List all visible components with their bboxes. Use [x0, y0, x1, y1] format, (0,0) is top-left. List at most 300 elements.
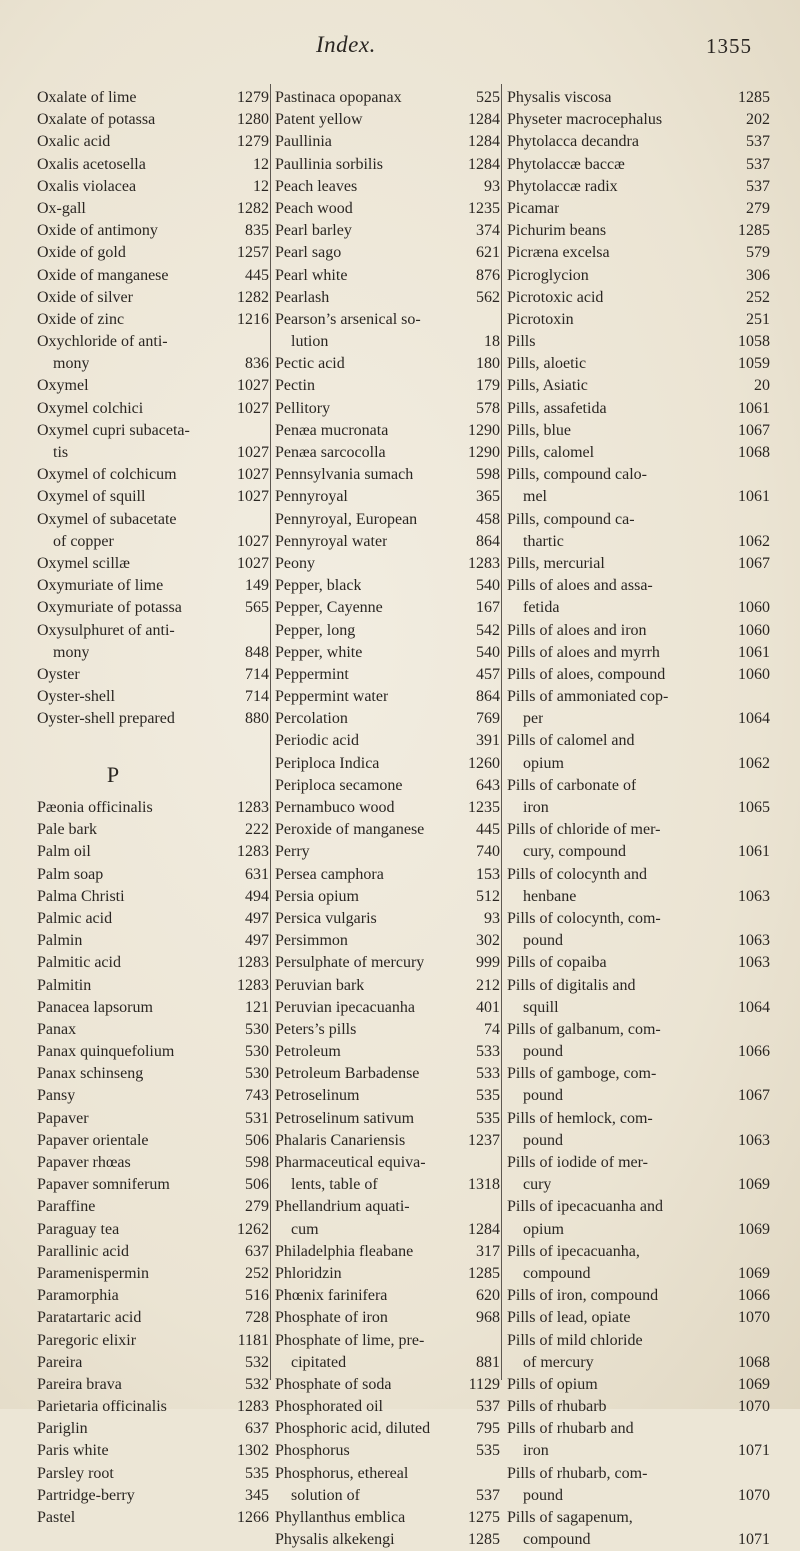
entry-page-ref: 530 — [245, 1020, 269, 1038]
entry-page-ref: 1067 — [738, 1087, 770, 1105]
index-entry — [275, 309, 500, 331]
entry-page-ref: 864 — [476, 532, 500, 550]
index-entry — [275, 597, 500, 619]
index-entry — [37, 198, 269, 220]
entry-term: Pills of opium — [507, 1375, 598, 1393]
entry-page-ref: 537 — [746, 133, 770, 151]
index-entry — [507, 686, 770, 708]
entry-term: solution of — [291, 1486, 360, 1504]
entry-term: Palmitin — [37, 976, 92, 994]
index-entry — [507, 841, 770, 863]
entry-term: Papaver rhœas — [37, 1154, 131, 1172]
entry-page-ref: 506 — [245, 1176, 269, 1194]
index-entry — [275, 1174, 500, 1196]
entry-page-ref: 1069 — [738, 1264, 770, 1282]
index-entry — [37, 1418, 269, 1440]
entry-page-ref: 1027 — [237, 532, 269, 550]
entry-page-ref: 306 — [746, 266, 770, 284]
index-entry — [275, 375, 500, 397]
entry-page-ref: 880 — [245, 710, 269, 728]
index-entry — [507, 1219, 770, 1241]
entry-page-ref: 579 — [746, 244, 770, 262]
entry-term: Pansy — [37, 1087, 76, 1105]
entry-term: Pectin — [275, 377, 315, 395]
entry-page-ref: 565 — [245, 599, 269, 617]
entry-term: Pills of aloes and assa- — [507, 577, 653, 595]
index-entry — [37, 509, 269, 531]
index-entry — [275, 1263, 500, 1285]
entry-term: Paregoric elixir — [37, 1331, 137, 1349]
entry-page-ref: 1067 — [738, 554, 770, 572]
entry-term: Phosphoric acid, diluted — [275, 1420, 431, 1438]
index-entry — [275, 841, 500, 863]
entry-page-ref: 540 — [476, 577, 500, 595]
entry-page-ref: 714 — [245, 665, 269, 683]
index-entry — [507, 930, 770, 952]
index-entry — [37, 708, 269, 730]
index-entry — [37, 87, 269, 109]
index-entry — [275, 198, 500, 220]
entry-term: Paris white — [37, 1442, 109, 1460]
entry-term: Pills, calomel — [507, 444, 595, 461]
entry-term: mony — [53, 643, 90, 661]
entry-term: Oxymel cupri subaceta- — [37, 421, 190, 439]
entry-page-ref: 1027 — [237, 488, 269, 506]
index-entry — [37, 1440, 269, 1462]
index-entry — [507, 353, 770, 375]
entry-term: Oxalis violacea — [37, 177, 137, 195]
entry-term: Pills of chloride of mer- — [507, 821, 661, 839]
entry-term: Oxymel of colchicum — [37, 466, 177, 484]
index-entry — [507, 1507, 770, 1529]
entry-term: lents, table of — [291, 1176, 378, 1194]
index-entry — [507, 1041, 770, 1063]
entry-term: compound — [523, 1531, 591, 1549]
index-entry — [275, 575, 500, 597]
entry-page-ref: 835 — [245, 222, 269, 240]
entry-page-ref: 317 — [476, 1242, 500, 1260]
entry-page-ref: 1280 — [237, 111, 269, 129]
entry-term: Penæa mucronata — [275, 421, 389, 439]
index-entry — [37, 1485, 269, 1507]
entry-page-ref: 533 — [476, 1065, 500, 1083]
entry-term: Oxide of antimony — [37, 222, 158, 240]
entry-term: of mercury — [523, 1353, 594, 1371]
index-entry — [37, 1174, 269, 1196]
entry-term: Pareira — [37, 1353, 83, 1371]
entry-term: Oxymuriate of lime — [37, 577, 164, 595]
entry-term: pound — [523, 1486, 563, 1504]
entry-page-ref: 1068 — [738, 444, 770, 461]
entry-page-ref: 1284 — [468, 1220, 500, 1238]
entry-term: of copper — [53, 532, 114, 550]
index-entry — [275, 531, 500, 553]
entry-page-ref: 279 — [245, 1198, 269, 1216]
entry-term: Pills of galbanum, com- — [507, 1020, 661, 1038]
entry-page-ref: 497 — [245, 909, 269, 927]
entry-page-ref: 1060 — [738, 665, 770, 683]
entry-term: Partridge-berry — [37, 1486, 135, 1504]
index-entry — [37, 1463, 269, 1485]
index-entry — [37, 575, 269, 597]
entry-page-ref: 1283 — [237, 954, 269, 972]
index-entry — [507, 375, 770, 397]
entry-page-ref: 1069 — [738, 1375, 770, 1393]
entry-page-ref: 74 — [484, 1020, 500, 1038]
index-entry — [37, 1130, 269, 1152]
entry-term: Peach wood — [275, 199, 353, 217]
index-entry — [507, 886, 770, 908]
index-entry — [37, 486, 269, 508]
entry-term: pound — [523, 932, 563, 950]
index-entry — [275, 109, 500, 131]
entry-page-ref: 506 — [245, 1131, 269, 1149]
index-entry — [37, 642, 269, 664]
entry-term: Oxymel of squill — [37, 488, 146, 506]
index-entry — [507, 620, 770, 642]
entry-page-ref: 445 — [245, 266, 269, 284]
entry-page-ref: 180 — [476, 355, 500, 373]
entry-page-ref: 202 — [746, 111, 770, 129]
entry-page-ref: 1066 — [738, 1043, 770, 1061]
index-entry — [507, 331, 770, 353]
entry-term: Peruvian bark — [275, 976, 365, 994]
entry-page-ref: 1279 — [237, 133, 269, 151]
entry-page-ref: 621 — [476, 244, 500, 262]
index-entry — [275, 509, 500, 531]
entry-page-ref: 836 — [245, 355, 269, 373]
entry-term: Pills of rhubarb — [507, 1398, 607, 1416]
index-entry — [37, 287, 269, 309]
entry-page-ref: 881 — [476, 1353, 500, 1371]
entry-term: Oxide of gold — [37, 244, 126, 262]
entry-term: Oyster-shell prepared — [37, 710, 175, 728]
index-entry — [507, 575, 770, 597]
index-entry — [37, 1374, 269, 1396]
entry-page-ref: 1290 — [468, 421, 500, 439]
entry-term: Pale bark — [37, 821, 97, 839]
entry-page-ref: 533 — [476, 1043, 500, 1061]
entry-term: cury, compound — [523, 843, 626, 861]
entry-page-ref: 535 — [476, 1442, 500, 1460]
entry-page-ref: 864 — [476, 688, 500, 706]
index-entry — [275, 886, 500, 908]
section-gap — [37, 730, 269, 752]
entry-term: Phosphorus, ethereal — [275, 1464, 409, 1482]
entry-page-ref: 1027 — [237, 377, 269, 395]
index-entry — [507, 1330, 770, 1352]
index-entry — [275, 1307, 500, 1329]
index-entry — [507, 1130, 770, 1152]
index-entry — [37, 997, 269, 1019]
entry-page-ref: 18 — [484, 333, 500, 351]
index-entry — [37, 1307, 269, 1329]
entry-term: Persimmon — [275, 932, 348, 950]
entry-term: Persia opium — [275, 887, 359, 905]
entry-term: Oxymel scillæ — [37, 554, 130, 572]
entry-page-ref: 578 — [476, 399, 500, 417]
entry-page-ref: 532 — [245, 1375, 269, 1393]
entry-term: Phytolacca decandra — [507, 133, 639, 151]
entry-term: Paramenispermin — [37, 1264, 149, 1282]
entry-term: Picamar — [507, 199, 560, 217]
index-column-1 — [37, 87, 269, 1527]
entry-term: Picræna excelsa — [507, 244, 610, 262]
index-entry — [37, 1352, 269, 1374]
entry-page-ref: 1062 — [738, 532, 770, 550]
entry-page-ref: 1063 — [738, 954, 770, 972]
index-entry — [275, 620, 500, 642]
entry-page-ref: 1067 — [738, 421, 770, 439]
entry-page-ref: 530 — [245, 1043, 269, 1061]
entry-term: Phosphate of iron — [275, 1309, 388, 1327]
entry-term: squill — [523, 998, 559, 1016]
entry-term: Pariglin — [37, 1420, 88, 1438]
index-entry — [507, 1108, 770, 1130]
entry-term: Ox-gall — [37, 199, 86, 217]
entry-term: Perry — [275, 843, 310, 861]
entry-term: Peach leaves — [275, 177, 358, 195]
entry-page-ref: 345 — [245, 1486, 269, 1504]
entry-term: pound — [523, 1087, 563, 1105]
entry-page-ref: 999 — [476, 954, 500, 972]
entry-term: Pennyroyal water — [275, 532, 388, 550]
entry-page-ref: 391 — [476, 732, 500, 750]
entry-page-ref: 1071 — [738, 1442, 770, 1460]
entry-term: Penæa sarcocolla — [275, 444, 386, 461]
entry-term: Physalis viscosa — [507, 89, 612, 106]
index-entry — [507, 753, 770, 775]
entry-term: Pills of iron, compound — [507, 1287, 659, 1305]
entry-term: Pellitory — [275, 399, 331, 417]
column-rule — [501, 84, 502, 1380]
index-entry — [275, 952, 500, 974]
entry-page-ref: 93 — [484, 177, 500, 195]
index-entry — [275, 131, 500, 153]
index-entry — [37, 109, 269, 131]
index-entry — [37, 1041, 269, 1063]
index-entry — [507, 775, 770, 797]
index-entry — [275, 1108, 500, 1130]
entry-term: cury — [523, 1176, 552, 1194]
index-entry — [507, 1085, 770, 1107]
index-entry — [37, 464, 269, 486]
entry-term: Picrotoxin — [507, 310, 574, 328]
index-entry — [507, 464, 770, 486]
entry-term: Oxymel colchici — [37, 399, 144, 417]
entry-term: lution — [291, 333, 329, 351]
entry-page-ref: 1066 — [738, 1287, 770, 1305]
entry-term: Pills of carbonate of — [507, 776, 637, 794]
entry-term: Palm soap — [37, 865, 104, 883]
entry-term: iron — [523, 799, 549, 816]
entry-page-ref: 458 — [476, 510, 500, 528]
entry-term: Pills, assafetida — [507, 399, 607, 417]
entry-term: Physeter macrocephalus — [507, 111, 663, 129]
index-entry — [275, 1463, 500, 1485]
entry-term: Phytolaccæ baccæ — [507, 155, 625, 173]
entry-term: Pills, aloetic — [507, 355, 587, 373]
entry-page-ref: 121 — [245, 998, 269, 1016]
entry-page-ref: 251 — [746, 310, 770, 328]
index-entry — [37, 420, 269, 442]
entry-term: pound — [523, 1043, 563, 1061]
entry-term: henbane — [523, 887, 577, 905]
index-entry — [37, 1507, 269, 1529]
entry-page-ref: 1285 — [468, 1264, 500, 1282]
entry-term: Pills of colocynth, com- — [507, 909, 661, 927]
entry-term: fetida — [523, 599, 560, 617]
index-entry — [37, 1019, 269, 1041]
index-entry — [507, 531, 770, 553]
entry-page-ref: 540 — [476, 643, 500, 661]
index-entry — [275, 1507, 500, 1529]
entry-term: Oxymuriate of potassa — [37, 599, 182, 617]
index-entry — [507, 1529, 770, 1551]
entry-term: Oxalate of potassa — [37, 111, 156, 129]
index-entry — [507, 908, 770, 930]
entry-term: Pearson’s arsenical so- — [275, 310, 421, 328]
index-entry — [37, 242, 269, 264]
entry-page-ref: 1061 — [738, 643, 770, 661]
entry-page-ref: 279 — [746, 199, 770, 217]
entry-term: Pills of ammoniated cop- — [507, 688, 669, 706]
entry-term: Pills of aloes and myrrh — [507, 643, 660, 661]
entry-page-ref: 1062 — [738, 754, 770, 772]
entry-term: Peters’s pills — [275, 1020, 357, 1038]
entry-page-ref: 1284 — [468, 133, 500, 151]
entry-term: cipitated — [291, 1353, 347, 1371]
entry-term: Pæonia officinalis — [37, 799, 153, 817]
index-entry — [37, 1152, 269, 1174]
index-entry — [275, 464, 500, 486]
index-entry — [507, 1352, 770, 1374]
entry-term: Pepper, black — [275, 577, 362, 595]
index-entry — [37, 1263, 269, 1285]
entry-page-ref: 302 — [476, 932, 500, 950]
entry-page-ref: 532 — [245, 1353, 269, 1371]
index-entry — [275, 1330, 500, 1352]
entry-page-ref: 1279 — [237, 89, 269, 106]
index-entry — [37, 886, 269, 908]
index-entry — [37, 176, 269, 198]
entry-page-ref: 637 — [245, 1242, 269, 1260]
entry-term: Persica vulgaris — [275, 909, 377, 927]
page-number: 1355 — [706, 34, 752, 58]
entry-term: Pastinaca opopanax — [275, 89, 402, 106]
index-entry — [507, 398, 770, 420]
index-entry — [275, 265, 500, 287]
entry-term: Oxymel — [37, 377, 89, 395]
entry-term: Palmitic acid — [37, 954, 121, 972]
entry-term: Peruvian ipecacuanha — [275, 998, 415, 1016]
entry-page-ref: 1070 — [738, 1486, 770, 1504]
index-entry — [507, 597, 770, 619]
entry-page-ref: 537 — [746, 155, 770, 173]
entry-page-ref: 1302 — [237, 1442, 269, 1460]
index-entry — [507, 1374, 770, 1396]
index-entry — [37, 154, 269, 176]
entry-term: Paramorphia — [37, 1287, 119, 1305]
entry-page-ref: 1068 — [738, 1353, 770, 1371]
index-entry — [507, 131, 770, 153]
entry-page-ref: 1283 — [468, 554, 500, 572]
entry-term: Pharmaceutical equiva- — [275, 1154, 426, 1171]
entry-term: Pills of mild chloride — [507, 1331, 643, 1349]
entry-page-ref: 1060 — [738, 599, 770, 617]
entry-term: Phosphate of soda — [275, 1375, 392, 1393]
entry-page-ref: 1058 — [738, 333, 770, 351]
index-entry — [507, 553, 770, 575]
entry-term: Phosphate of lime, pre- — [275, 1331, 425, 1349]
entry-page-ref: 1065 — [738, 799, 770, 816]
entry-page-ref: 1283 — [237, 843, 269, 861]
entry-page-ref: 1283 — [237, 976, 269, 994]
index-entry — [37, 952, 269, 974]
index-entry — [507, 1440, 770, 1462]
entry-page-ref: 212 — [476, 976, 500, 994]
entry-term: Panax — [37, 1020, 77, 1038]
index-entry — [507, 1418, 770, 1440]
index-entry — [37, 797, 269, 819]
entry-page-ref: 1235 — [468, 799, 500, 816]
entry-term: Pills of ipecacuanha, — [507, 1242, 640, 1260]
entry-term: Phosphorus — [275, 1442, 350, 1460]
index-entry — [275, 1130, 500, 1152]
entry-term: Pepper, white — [275, 643, 363, 661]
entry-term: Pills of iodide of mer- — [507, 1154, 648, 1171]
index-column-3 — [507, 87, 770, 1549]
entry-page-ref: 1282 — [237, 288, 269, 306]
entry-term: Pills of copaiba — [507, 954, 607, 972]
entry-term: cum — [291, 1220, 319, 1238]
entry-page-ref: 1027 — [237, 399, 269, 417]
index-entry — [275, 420, 500, 442]
index-entry — [275, 353, 500, 375]
entry-term: Oxalic acid — [37, 133, 111, 151]
index-entry — [507, 287, 770, 309]
index-entry — [37, 131, 269, 153]
index-column-2 — [275, 87, 500, 1549]
index-entry — [507, 486, 770, 508]
entry-term: Oxalate of lime — [37, 89, 137, 106]
index-entry — [507, 1241, 770, 1263]
index-entry — [275, 1219, 500, 1241]
index-entry — [275, 1374, 500, 1396]
entry-page-ref: 1059 — [738, 355, 770, 373]
entry-page-ref: 637 — [245, 1420, 269, 1438]
index-entry — [507, 952, 770, 974]
index-entry — [507, 975, 770, 997]
entry-page-ref: 535 — [245, 1464, 269, 1482]
index-entry — [507, 1485, 770, 1507]
running-title: Index. — [316, 32, 376, 57]
index-entry — [275, 1085, 500, 1107]
index-entry — [507, 708, 770, 730]
index-entry — [275, 1485, 500, 1507]
entry-page-ref: 743 — [245, 1087, 269, 1105]
entry-term: Oxide of silver — [37, 288, 133, 306]
index-entry — [507, 154, 770, 176]
entry-term: Oyster — [37, 665, 80, 683]
entry-term: Pills, compound ca- — [507, 510, 635, 528]
entry-term: Pills of digitalis and — [507, 976, 636, 994]
column-rule — [270, 84, 271, 1380]
entry-page-ref: 1069 — [738, 1220, 770, 1238]
index-entry — [37, 1085, 269, 1107]
entry-page-ref: 1027 — [237, 466, 269, 484]
entry-page-ref: 537 — [746, 177, 770, 195]
